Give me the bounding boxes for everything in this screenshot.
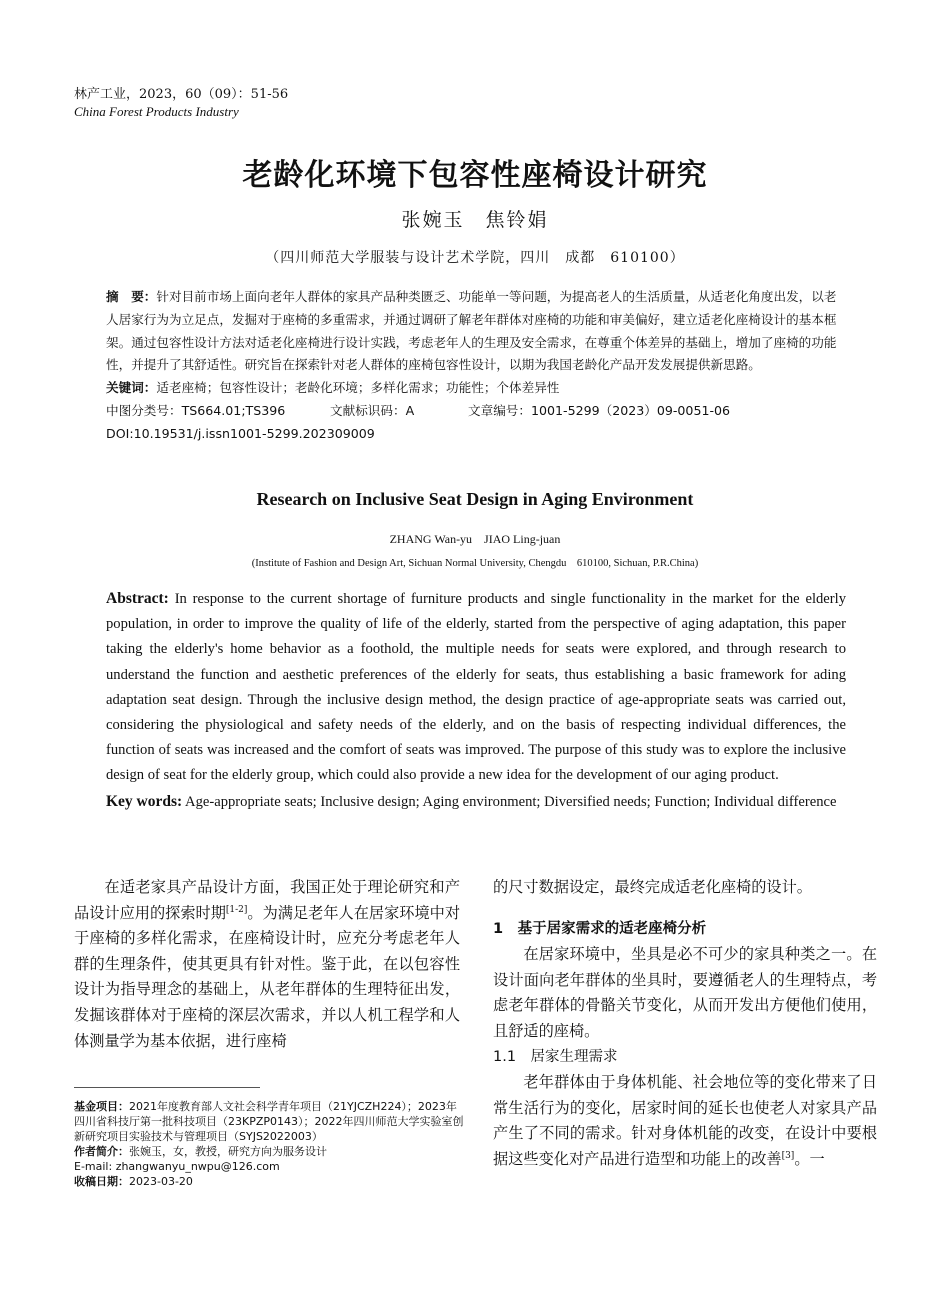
citation: [3]: [781, 1150, 795, 1161]
journal-name-en: China Forest Products Industry: [74, 104, 239, 119]
abstract-en: [106, 586, 846, 789]
fund-text: 2021年度教育部人文社会科学青年项目（21YJCZH224）；2023年四川省科技厅第一批科技项目（23KPZP0143）；2022年四川师范大学实验室创新研究项目实验技术与管理项目（SYJS2022003）: [74, 1100, 464, 1143]
abstract-en-label: Abstract:: [106, 590, 169, 607]
doi: DOI:10.19531/j.issn1001-5299.202309009: [106, 425, 375, 441]
document-code: 文献标识码：A: [330, 402, 415, 418]
fund-info: [74, 1099, 466, 1144]
body-paragraph: [493, 1070, 877, 1172]
authors: 张婉玉 焦铃娟: [401, 209, 549, 231]
author-bio-text: 张婉玉，女，教授，研究方向为服务设计: [129, 1145, 327, 1158]
clc-number: 中图分类号：TS664.01;TS396: [106, 402, 286, 418]
body-text: 。为满足老年人在居家环境中对于座椅的多样化需求，在座椅设计时，应充分考虑老年人群的生理条件，使其更具有针对性。鉴于此，在以包容性设计为指导理念的基础上，从老年群体的生理特征出发，发掘该群体对于座椅的深层次需求，并以人机工程学和人体测量学为基本依据，进行座椅: [74, 903, 461, 1050]
body-paragraph: 的尺寸数据设定，最终完成适老化座椅的设计。: [493, 878, 812, 896]
keywords-cn-text: 适老座椅；包容性设计；老龄化环境；多样化需求；功能性；个体差异性: [156, 380, 560, 396]
body-text: 。一: [794, 1149, 825, 1168]
received-date-label: 收稿日期：: [74, 1175, 129, 1188]
chinese-abstract-block: [106, 286, 846, 446]
footnote-divider: [74, 1087, 260, 1088]
body-text: 在适老家具产品设计方面，我国正处于理论研究和产品设计应用的探索时期: [74, 878, 460, 922]
citation: [1-2]: [225, 904, 248, 915]
author-bio: [74, 1144, 466, 1159]
body-paragraph: 在居家环境中，坐具是必不可少的家具种类之一。在设计面向老年群体的坐具时，要遵循老人的生理特点，考虑老年群体的骨骼关节变化，从而开发出方便他们使用，且舒适的座椅。: [493, 945, 877, 1040]
affiliation: （四川师范大学服装与设计艺术学院，四川 成都 610100）: [265, 250, 685, 266]
paper-title-en: Research on Inclusive Seat Design in Aging Environment: [256, 489, 694, 509]
keywords-en-text: Age-appropriate seats; Inclusive design; Aging environment; Diversified needs; Function; Individual difference: [185, 793, 837, 810]
keywords-cn-label: 关键词：: [106, 380, 157, 396]
classification-line: [106, 400, 846, 423]
body-left-column: [74, 875, 460, 1054]
received-date: [74, 1174, 466, 1189]
section-heading: 1 基于居家需求的适老座椅分析: [493, 920, 707, 937]
abstract-cn-text: 针对目前市场上面向老年人群体的家具产品种类匮乏、功能单一等问题，为提高老人的生活质量，从适老化角度出发，以老人居家行为为立足点，发掘对于座椅的多重需求，并通过调研了解老年群体对座椅的功能和审美偏好，建立适老化座椅设计的基本框架。通过包容性设计方法对适老化座椅进行设计实践，考虑老年人的生理及安全需求，在尊重个体差异的基础上，增加了座椅的功能性，并提升了其舒适性。研究旨在探索针对老人群体的座椅包容性设计，以期为我国老龄化产品开发发展提供新思路。: [106, 289, 837, 373]
author-bio-label: 作者简介：: [74, 1145, 129, 1158]
footnote: [74, 1099, 466, 1189]
keywords-en-label: Key words:: [106, 792, 183, 810]
affiliation-en: (Institute of Fashion and Design Art, Sichuan Normal University, Chengdu 610100, Sichuan, P.R.China): [251, 558, 699, 569]
abstract-cn: [106, 286, 846, 377]
received-date-text: 2023-03-20: [129, 1175, 193, 1188]
abstract-cn-label: 摘 要：: [106, 289, 157, 304]
english-abstract-block: [106, 586, 846, 815]
journal-header: [74, 86, 288, 120]
fund-label: 基金项目：: [74, 1100, 129, 1113]
paper-title: 老龄化环境下包容性座椅设计研究: [242, 158, 708, 193]
subsection-heading: 1.1 居家生理需求: [493, 1048, 618, 1065]
journal-citation: 林产工业，2023，60（09）：51-56: [74, 87, 289, 102]
body-right-column: [493, 875, 877, 1173]
abstract-en-text: In response to the current shortage of furniture products and single functionality in the market for the elderly population, in order to improve the quality of life of the elderly, started from the perspective of aging adaptation, this paper taking the elderly's home behavior as a foothold, the multiple needs for seats were explored, and through research to understand the function and aesthetic preferences of the elderly for seats, thus establishing a basic framework for ading adaptation seat design. Through the inclusive design method, the design practice of age-appropriate seats was carried out, considering the physiological and safety needs of the elderly, and on the basis of respecting individual differences, the function of seats was increased and the comfort of seats was improved. The purpose of this study was to explore the inclusive design of seat for the elderly group, which could also provide a new idea for the development of our aging product.: [106, 591, 846, 784]
body-text: 老年群体由于身体机能、社会地位等的变化带来了日常生活行为的变化，居家时间的延长也使老人对家具产品产生了不同的需求。针对身体机能的改变，在设计中要根据这些变化对产品进行造型和功能上的改善: [493, 1073, 877, 1168]
email: E-mail: zhangwanyu_nwpu@126.com: [74, 1160, 280, 1173]
keywords-cn: [106, 377, 846, 400]
article-number: 文章编号：1001-5299（2023）09-0051-06: [468, 402, 731, 418]
authors-en: ZHANG Wan-yu JIAO Ling-juan: [389, 532, 561, 546]
body-paragraph: [74, 875, 460, 1054]
keywords-en: [106, 789, 846, 815]
